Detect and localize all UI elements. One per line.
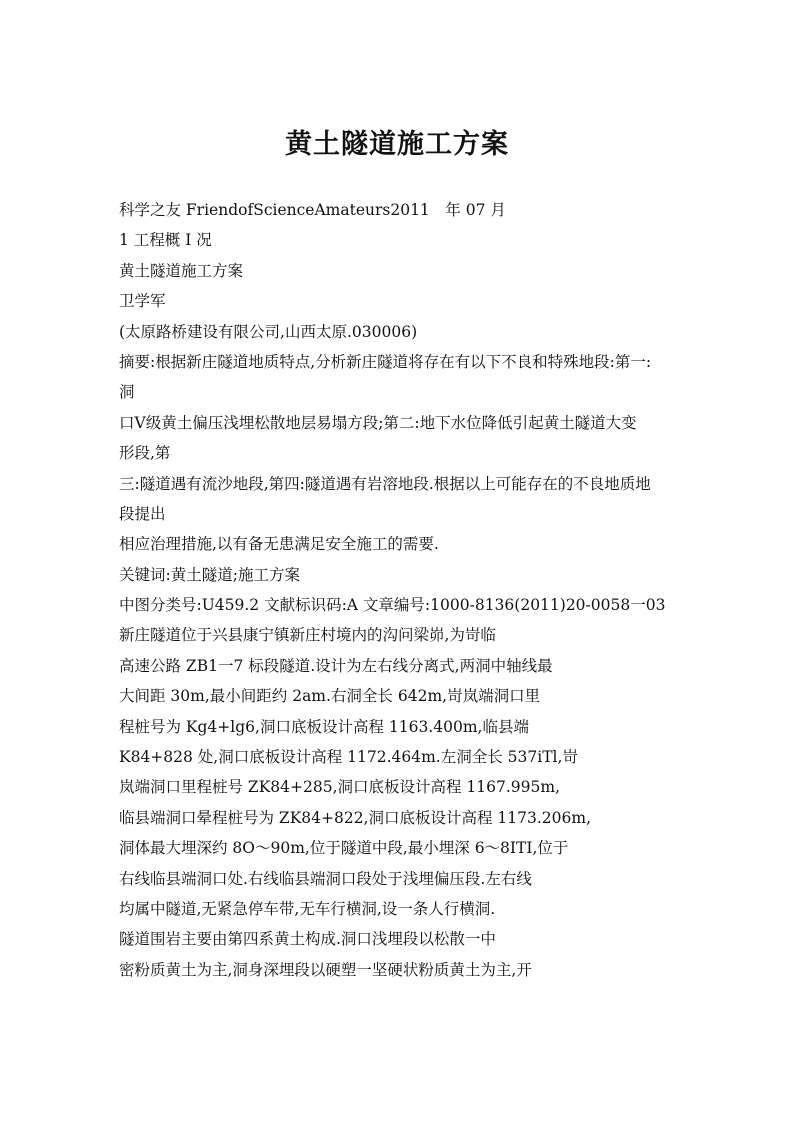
- text-line: 科学之友 FriendofScienceAmateurs2011 年 07 月: [119, 201, 506, 219]
- text-line: 三:隧道遇有流沙地段,第四:隧道遇有岩溶地段.根据以上可能存在的不良地质地: [119, 474, 651, 493]
- text-line: K84+828 处,洞口底板设计高程 1172.464m.左洞全长 537iTl,岢: [119, 748, 578, 767]
- text-line: 段提出: [119, 504, 166, 523]
- text-line: 临县端洞口晕程桩号为 ZK84+822,洞口底板设计高程 1173.206m,: [119, 808, 592, 827]
- text-line: 关键词:黄土隧道;施工方案: [119, 565, 300, 584]
- text-line: 密粉质黄土为主,洞身深埋段以硬塑一坚硬状粉质黄土为主,开: [119, 960, 532, 979]
- text-line: 1 工程概 I 况: [119, 231, 212, 250]
- text-line: 摘要:根据新庄隧道地质特点,分析新庄隧道将存在有以下不良和特殊地段:第一:: [119, 352, 652, 371]
- text-line: 新庄隧道位于兴县康宁镇新庄村境内的沟问梁峁,为岢临: [119, 626, 496, 645]
- document-title: 黄土隧道施工方案: [285, 129, 509, 160]
- text-line: 黄土隧道施工方案: [119, 261, 244, 280]
- text-line: 相应治理措施,以有备无患满足安全施工的需要.: [119, 535, 439, 554]
- text-line: 均属中隧道,无紧急停车带,无车行横洞,设一条人行横洞.: [119, 899, 496, 918]
- text-line: 隧道围岩主要由第四系黄土构成.洞口浅埋段以松散一中: [119, 930, 496, 949]
- document-body: [119, 195, 699, 985]
- text-line: 洞体最大埋深约 8O～90m,位于隧道中段,最小埋深 6～8ITI,位于: [119, 839, 569, 858]
- text-line: 洞: [119, 383, 135, 402]
- text-line: 卫学军: [119, 292, 166, 311]
- text-line: 右线临县端洞口处.右线临县端洞口段处于浅埋偏压段.左右线: [119, 869, 532, 888]
- text-line: 程桩号为 Kg4+lg6,洞口底板设计高程 1163.400m,临县端: [119, 717, 529, 736]
- text-line: 口Ⅴ级黄土偏压浅埋松散地层易塌方段;第二:地下水位降低引起黄土隧道大变: [119, 413, 637, 432]
- text-line: (太原路桥建设有限公司,山西太原.030006): [119, 322, 418, 341]
- text-line: 大间距 30m,最小间距约 2am.右洞全长 642m,岢岚端洞口里: [119, 687, 541, 706]
- text-line: 岚端洞口里程桩号 ZK84+285,洞口底板设计高程 1167.995m,: [119, 778, 561, 797]
- text-line: 形段,第: [119, 444, 171, 463]
- text-line: 高速公路 ZB1一7 标段隧道.设计为左右线分离式,两洞中轴线最: [119, 656, 553, 675]
- text-line: 中图分类号:U459.2 文献标识码:A 文章编号:1000-8136(2011)20-0058一03: [119, 596, 666, 615]
